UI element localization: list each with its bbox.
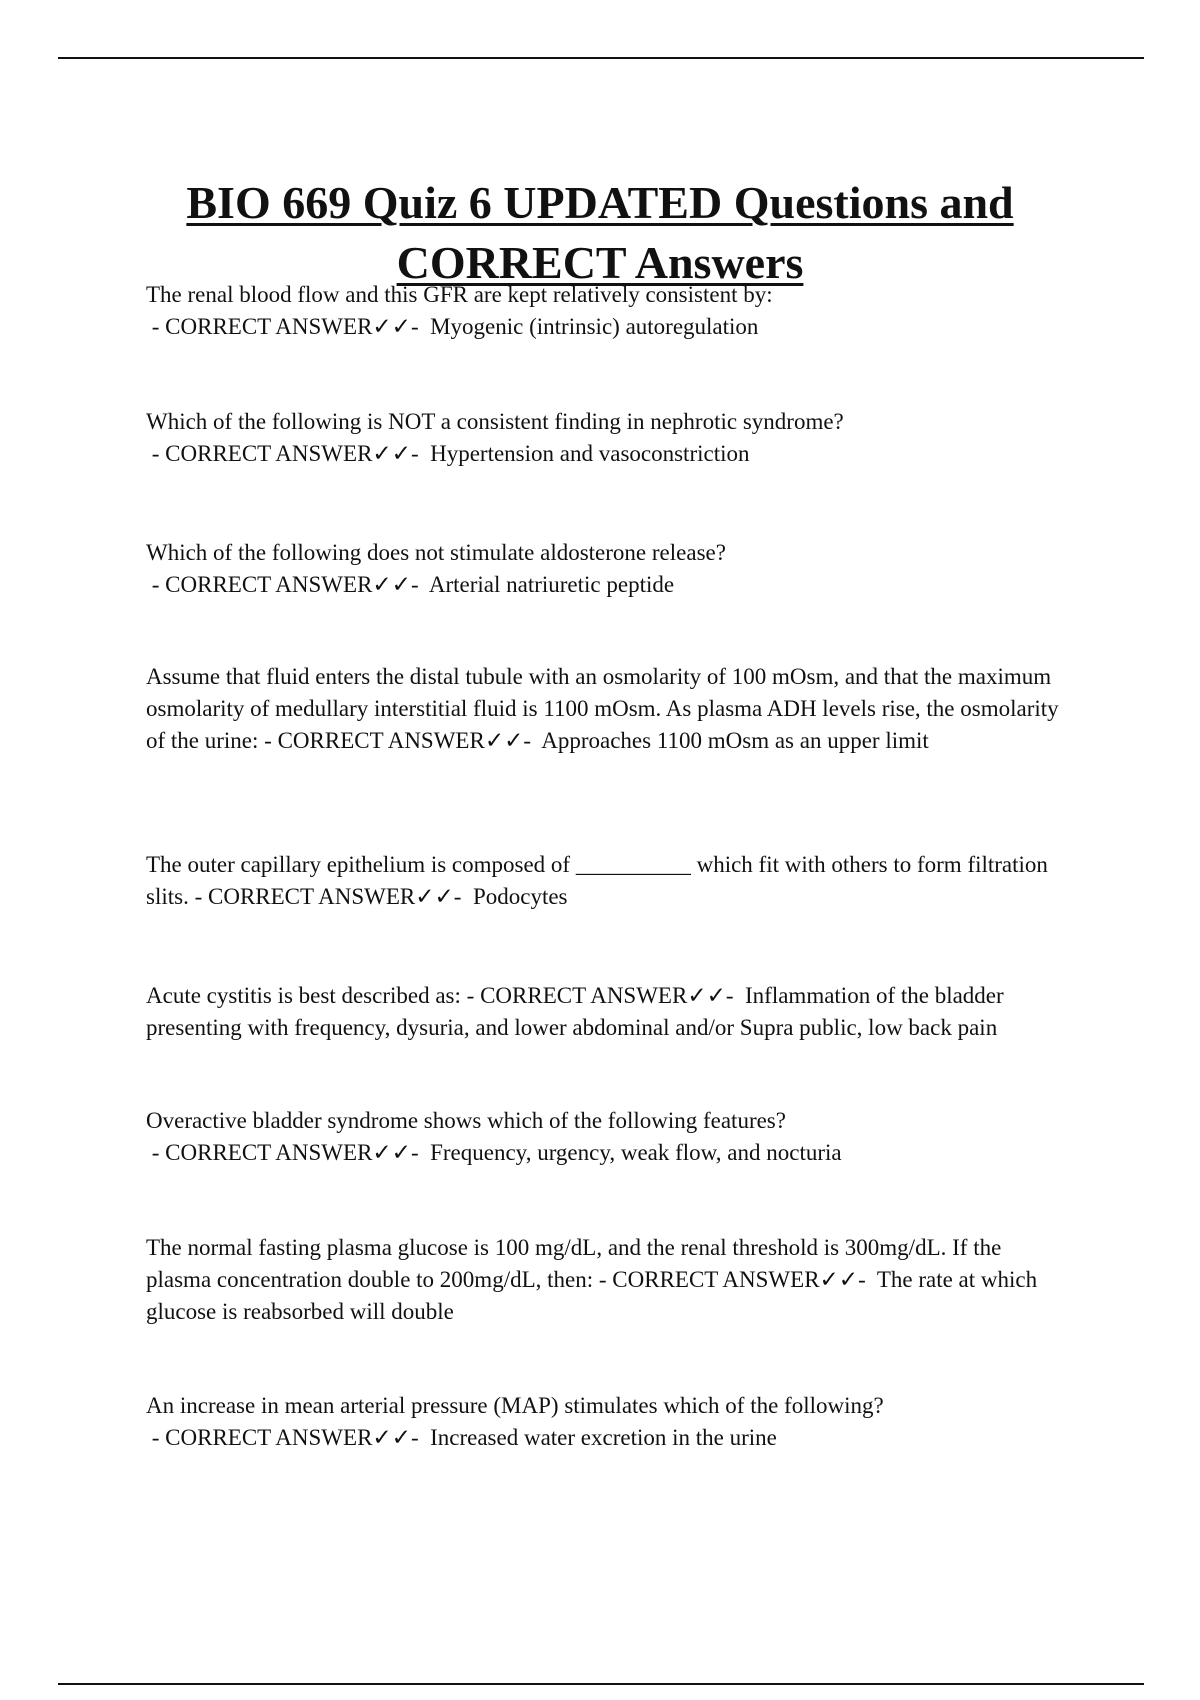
- answer-text: Frequency, urgency, weak flow, and nocturia: [430, 1140, 842, 1165]
- title-line-2: CORRECT Answers: [396, 236, 804, 288]
- question-text: An increase in mean arterial pressure (MAP) stimulates which of the following?: [146, 1393, 884, 1418]
- answer-text: Increased water excretion in the urine: [430, 1425, 777, 1450]
- answer-text: Inflammation of the bladder presenting with frequency, dysuria, and lower abdominal and/or Supra public, low back pain: [146, 983, 1004, 1040]
- answer-text: Approaches 1100 mOsm as an upper limit: [541, 728, 929, 753]
- qa-item: [146, 661, 1066, 757]
- qa-item: [146, 980, 1066, 1044]
- document-title: [100, 173, 1100, 293]
- qa-item: [146, 279, 1066, 343]
- qa-item: [146, 406, 1066, 470]
- question-text: Which of the following does not stimulate aldosterone release?: [146, 540, 726, 565]
- answer-marker: - CORRECT ANSWER✓✓-: [146, 572, 429, 597]
- answer-marker: - CORRECT ANSWER✓✓-: [460, 983, 746, 1008]
- answer-text: Arterial natriuretic peptide: [428, 572, 675, 597]
- answer-marker: - CORRECT ANSWER✓✓-: [146, 1140, 431, 1165]
- answer-text: The rate at which glucose is reabsorbed will double: [146, 1267, 1038, 1324]
- answer-marker: - CORRECT ANSWER✓✓-: [188, 884, 473, 909]
- question-text: Acute cystitis is best described as:: [146, 983, 461, 1008]
- qa-item: [146, 1232, 1066, 1328]
- question-text: The outer capillary epithelium is composed of __________ which fit with others to form filtration slits.: [146, 852, 1048, 909]
- question-text: The renal blood flow and this GFR are kept relatively consistent by:: [146, 282, 773, 307]
- bottom-rule: [58, 1683, 1144, 1685]
- qa-item: [146, 849, 1066, 913]
- qa-item: [146, 1390, 1066, 1454]
- answer-marker: - CORRECT ANSWER✓✓-: [146, 441, 431, 466]
- answer-marker: - CORRECT ANSWER✓✓-: [146, 314, 431, 339]
- question-text: Overactive bladder syndrome shows which of the following features?: [146, 1108, 786, 1133]
- answer-marker: - CORRECT ANSWER✓✓-: [146, 1425, 431, 1450]
- question-text: The normal fasting plasma glucose is 100 mg/dL, and the renal threshold is 300mg/dL. If the plasma concentration double to 200mg/dL, then:: [146, 1235, 1002, 1292]
- question-text: Assume that fluid enters the distal tubule with an osmolarity of 100 mOsm, and that the maximum osmolarity of medullary interstitial fluid is 1100 mOsm. As plasma ADH levels rise, the osmolarity of the urine:: [146, 664, 1059, 753]
- top-rule: [58, 57, 1144, 59]
- answer-marker: - CORRECT ANSWER✓✓-: [593, 1267, 877, 1292]
- question-text: Which of the following is NOT a consistent finding in nephrotic syndrome?: [146, 409, 844, 434]
- qa-item: [146, 1105, 1066, 1169]
- title-line-1: BIO 669 Quiz 6 UPDATED Questions and: [186, 176, 1014, 228]
- answer-text: Podocytes: [472, 884, 568, 909]
- answer-text: Myogenic (intrinsic) autoregulation: [430, 314, 759, 339]
- answer-text: Hypertension and vasoconstriction: [430, 441, 750, 466]
- qa-item: [146, 537, 1066, 601]
- answer-marker: - CORRECT ANSWER✓✓-: [258, 728, 542, 753]
